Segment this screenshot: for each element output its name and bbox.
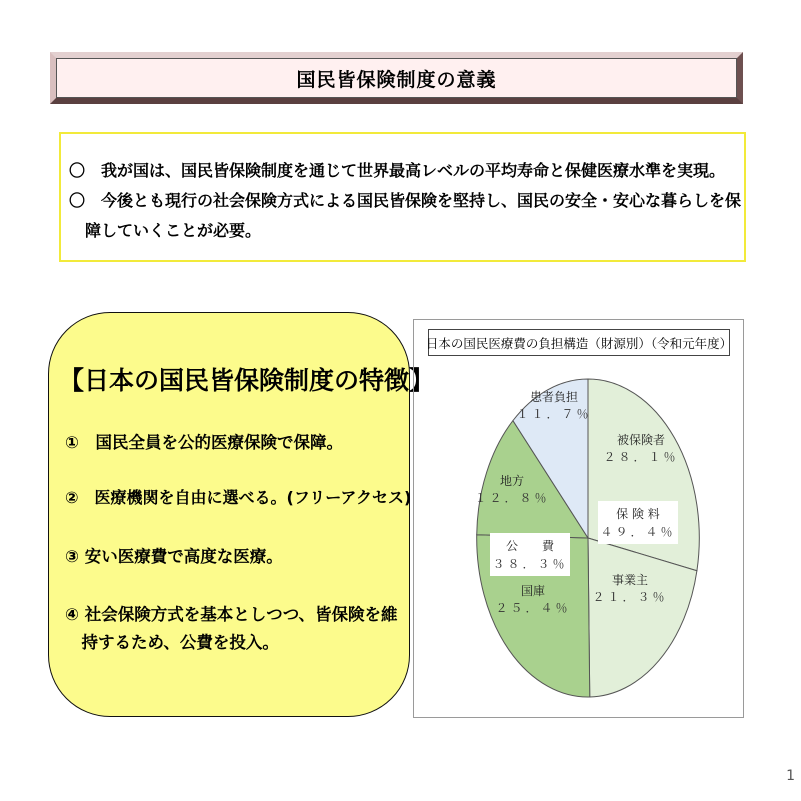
group-label-1: 保 険 料 <box>616 507 660 521</box>
summary-box <box>59 132 746 262</box>
feature-item-5: 持するため、公費を投入。 <box>65 633 279 652</box>
features-title: 【日本の国民皆保険制度の特徴】 <box>59 366 435 395</box>
group-value-1: ４９．４％ <box>600 525 676 539</box>
slice-label-2: 事業主 <box>611 573 649 587</box>
slice-value-3: ２５．４％ <box>495 601 571 615</box>
slice-label-4: 地方 <box>499 474 525 488</box>
feature-item-1: ① 国民全員を公的医療保険で保障。 <box>65 433 343 452</box>
slice-value-2: ２１．３％ <box>592 590 668 604</box>
slice-value-1: ２８．１％ <box>603 450 679 464</box>
features-panel <box>48 312 435 717</box>
feature-item-4: ④ 社会保険方式を基本としつつ、皆保険を維 <box>65 605 398 624</box>
summary-line-1: 〇 我が国は、国民皆保険制度を通じて世界最高レベルの平均寿命と保健医療水準を実現。 <box>69 161 726 180</box>
slice-value-4: １２．８％ <box>474 491 550 505</box>
pie-chart <box>414 320 745 719</box>
page-title: 国民皆保険制度の意義 <box>56 58 737 98</box>
group-label-2: 公 費 <box>505 539 555 553</box>
chart-title: 日本の国民医療費の負担構造（財源別）（令和元年度） <box>428 329 730 356</box>
feature-item-2: ② 医療機関を自由に選べる。(フリーアクセス) <box>65 488 412 507</box>
title-bar <box>50 52 743 104</box>
slice-label-3: 国庫 <box>520 584 546 598</box>
summary-line-2: 〇 今後とも現行の社会保険方式による国民皆保険を堅持し、国民の安全・安心な暮らしを保 <box>69 191 742 210</box>
slice-value-5: １１．７％ <box>516 407 592 421</box>
page-number: 1 <box>786 768 795 784</box>
pie-chart-frame <box>413 319 744 718</box>
summary-line-3: 障していくことが必要。 <box>69 221 262 240</box>
group-value-2: ３８．３％ <box>492 557 568 571</box>
feature-item-3: ③ 安い医療費で高度な医療。 <box>65 547 283 566</box>
slice-label-5: 患者負担 <box>529 390 579 404</box>
slice-label-1: 被保険者 <box>616 433 666 447</box>
